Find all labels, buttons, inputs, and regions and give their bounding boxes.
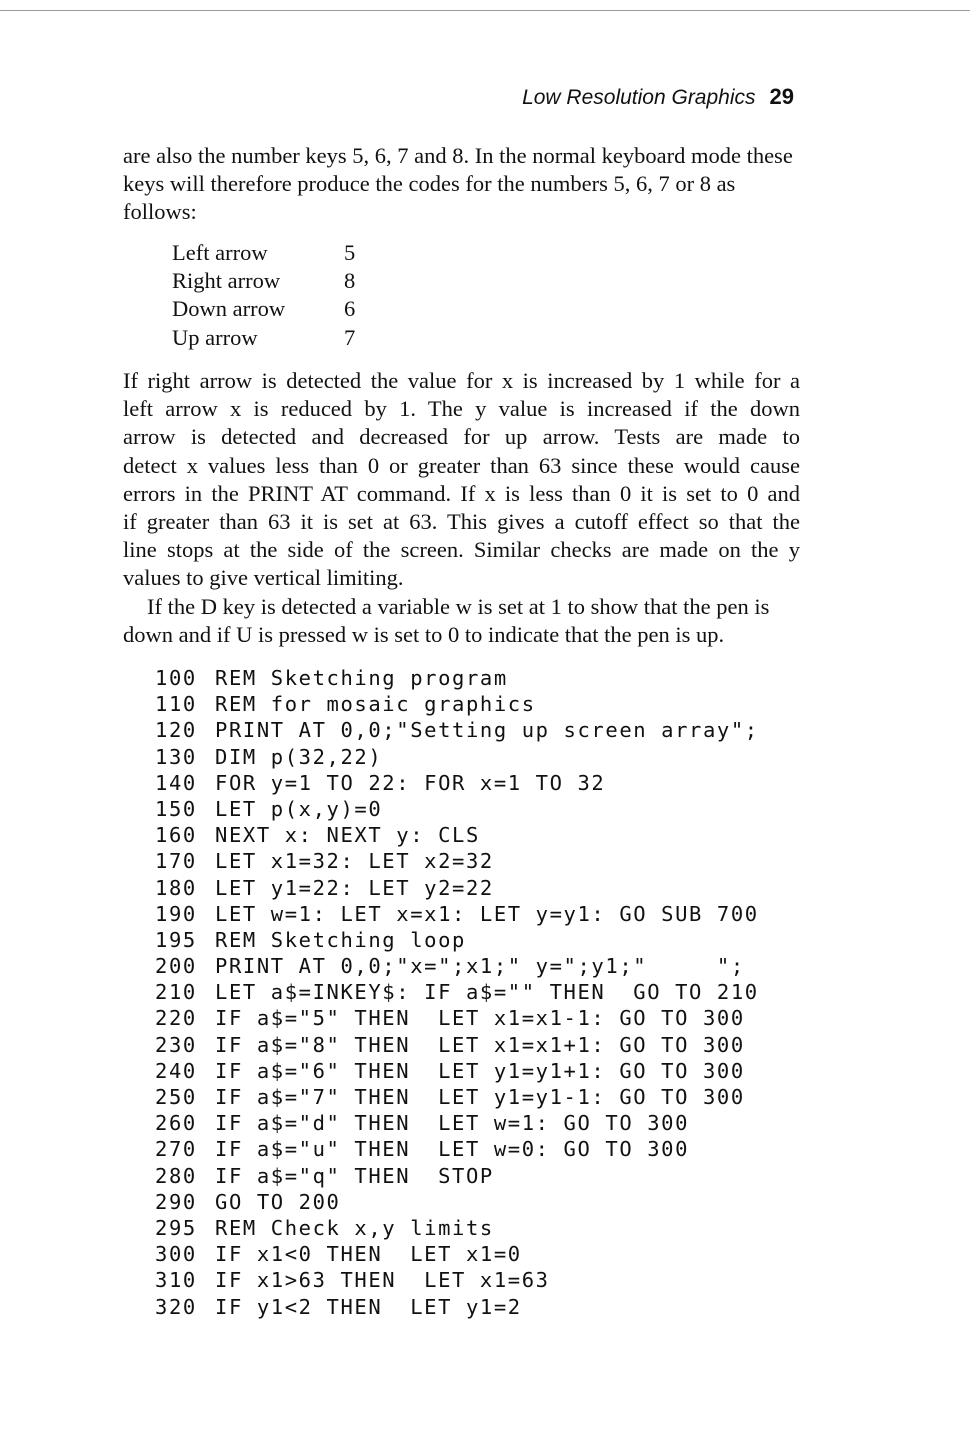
- key-name: Left arrow: [172, 240, 268, 265]
- line-number: 140: [155, 770, 197, 795]
- code-statement: IF a$="q" THEN STOP: [215, 1163, 494, 1188]
- paragraph-line: left arrow x is reduced by 1. The y value is increased if the down: [123, 396, 800, 422]
- line-number: 270: [155, 1137, 197, 1162]
- code-statement: PRINT AT 0,0;"Setting up screen array";: [215, 718, 759, 743]
- code-statement: IF a$="d" THEN LET w=1: GO TO 300: [215, 1111, 690, 1136]
- line-number: 130: [155, 744, 197, 769]
- key-table: [172, 239, 374, 352]
- code-line: [155, 1005, 759, 1031]
- line-number: 240: [155, 1058, 197, 1083]
- code-statement: IF y1<2 THEN LET y1=2: [215, 1294, 522, 1319]
- code-line: [155, 1110, 759, 1136]
- code-statement: REM Check x,y limits: [215, 1215, 494, 1240]
- program-listing: [155, 665, 759, 1320]
- line-number: 195: [155, 927, 197, 952]
- code-line: [155, 1294, 759, 1320]
- line-number: 250: [155, 1085, 197, 1109]
- code-statement: LET x1=32: LET x2=32: [215, 849, 494, 874]
- code-statement: NEXT x: NEXT y: CLS: [215, 823, 480, 848]
- code-statement: REM Sketching program: [215, 666, 508, 690]
- code-statement: LET w=1: LET x=x1: LET y=y1: GO SUB 700: [215, 901, 759, 926]
- intro-paragraph: are also the number keys 5, 6, 7 and 8. In the normal keyboard mode these keys will therefore produce the codes for the numbers 5, 6, 7 or 8 as follows:: [123, 143, 793, 225]
- key-code: 7: [344, 324, 356, 350]
- code-line: [155, 848, 759, 874]
- code-line: [155, 1215, 759, 1241]
- key-code: 8: [344, 268, 356, 294]
- pen-state-paragraph: If the D key is detected a variable w is set at 1 to show that the pen is down and if U is pressed w is set to 0 to indicate that the pen is up.: [123, 594, 770, 648]
- line-number: 200: [155, 954, 197, 979]
- code-line: [155, 1163, 759, 1189]
- code-line: [155, 717, 759, 743]
- key-row: [172, 324, 374, 352]
- paragraph-line: errors in the PRINT AT command. If x is less than 0 it is set to 0 and: [123, 480, 800, 506]
- paragraph-line: line stops at the side of the screen. Similar checks are made on the y: [123, 537, 800, 563]
- arrow-logic-paragraph: [123, 367, 800, 593]
- code-statement: LET y1=22: LET y2=22: [215, 875, 494, 900]
- running-head: [470, 84, 794, 110]
- line-number: 290: [155, 1189, 197, 1214]
- code-statement: LET a$=INKEY$: IF a$="" THEN GO TO 210: [215, 980, 759, 1005]
- line-number: 260: [155, 1111, 197, 1136]
- key-row: [172, 267, 374, 295]
- code-line: [155, 770, 759, 796]
- line-number: 150: [155, 796, 197, 821]
- line-number: 310: [155, 1268, 197, 1293]
- paragraph-line: arrow is detected and decreased for up arrow. Tests are made to: [123, 424, 800, 450]
- code-statement: LET p(x,y)=0: [215, 796, 383, 821]
- code-statement: GO TO 200: [215, 1189, 341, 1214]
- code-line: [155, 1267, 759, 1293]
- code-statement: IF a$="5" THEN LET x1=x1-1: GO TO 300: [215, 1006, 745, 1031]
- code-statement: IF a$="7" THEN LET y1=y1-1: GO TO 300: [215, 1085, 745, 1109]
- paragraph-line: if greater than 63 it is set at 63. This gives a cutoff effect so that the: [123, 509, 800, 535]
- line-number: 300: [155, 1242, 197, 1267]
- top-rule: [0, 10, 970, 11]
- code-line: [155, 822, 759, 848]
- paragraph-line: values to give vertical limiting.: [123, 565, 404, 591]
- code-statement: IF a$="6" THEN LET y1=y1+1: GO TO 300: [215, 1058, 745, 1083]
- code-line: [155, 1084, 759, 1110]
- key-name: Up arrow: [172, 324, 258, 350]
- code-line: [155, 691, 759, 717]
- code-statement: IF x1<0 THEN LET x1=0: [215, 1242, 522, 1267]
- code-statement: DIM p(32,22): [215, 744, 383, 769]
- line-number: 180: [155, 875, 197, 900]
- key-row: [172, 295, 374, 323]
- line-number: 220: [155, 1006, 197, 1031]
- code-line: [155, 901, 759, 927]
- line-number: 120: [155, 718, 197, 743]
- line-number: 190: [155, 901, 197, 926]
- code-line: [155, 1032, 759, 1058]
- key-name: Right arrow: [172, 268, 281, 294]
- code-line: [155, 875, 759, 901]
- code-line: [155, 665, 759, 691]
- paragraph-line: detect x values less than 0 or greater than 63 since these would cause: [123, 452, 800, 478]
- code-statement: REM for mosaic graphics: [215, 692, 536, 717]
- line-number: 170: [155, 849, 197, 874]
- code-line: [155, 979, 759, 1005]
- code-statement: IF a$="u" THEN LET w=0: GO TO 300: [215, 1137, 690, 1162]
- line-number: 320: [155, 1294, 197, 1319]
- paragraph-line: If right arrow is detected the value for x is increased by 1 while for a: [123, 368, 800, 393]
- code-line: [155, 1136, 759, 1162]
- code-statement: IF a$="8" THEN LET x1=x1+1: GO TO 300: [215, 1032, 745, 1057]
- key-row: [172, 239, 374, 267]
- section-title: Low Resolution Graphics: [522, 86, 756, 109]
- line-number: 295: [155, 1215, 197, 1240]
- key-name: Down arrow: [172, 296, 286, 322]
- line-number: 110: [155, 692, 197, 717]
- code-statement: REM Sketching loop: [215, 927, 466, 952]
- line-number: 100: [155, 666, 197, 690]
- key-code: 5: [344, 240, 356, 265]
- code-line: [155, 1189, 759, 1215]
- code-statement: FOR y=1 TO 22: FOR x=1 TO 32: [215, 770, 606, 795]
- code-line: [155, 744, 759, 770]
- code-line: [155, 796, 759, 822]
- code-line: [155, 927, 759, 953]
- code-statement: IF x1>63 THEN LET x1=63: [215, 1268, 550, 1293]
- line-number: 280: [155, 1163, 197, 1188]
- line-number: 230: [155, 1032, 197, 1057]
- code-statement: PRINT AT 0,0;"x=";x1;" y=";y1;" ";: [215, 954, 745, 979]
- line-number: 160: [155, 823, 197, 848]
- line-number: 210: [155, 980, 197, 1005]
- code-line: [155, 1058, 759, 1084]
- code-line: [155, 953, 759, 979]
- page-number: 29: [769, 84, 794, 109]
- code-line: [155, 1241, 759, 1267]
- key-code: 6: [344, 296, 356, 322]
